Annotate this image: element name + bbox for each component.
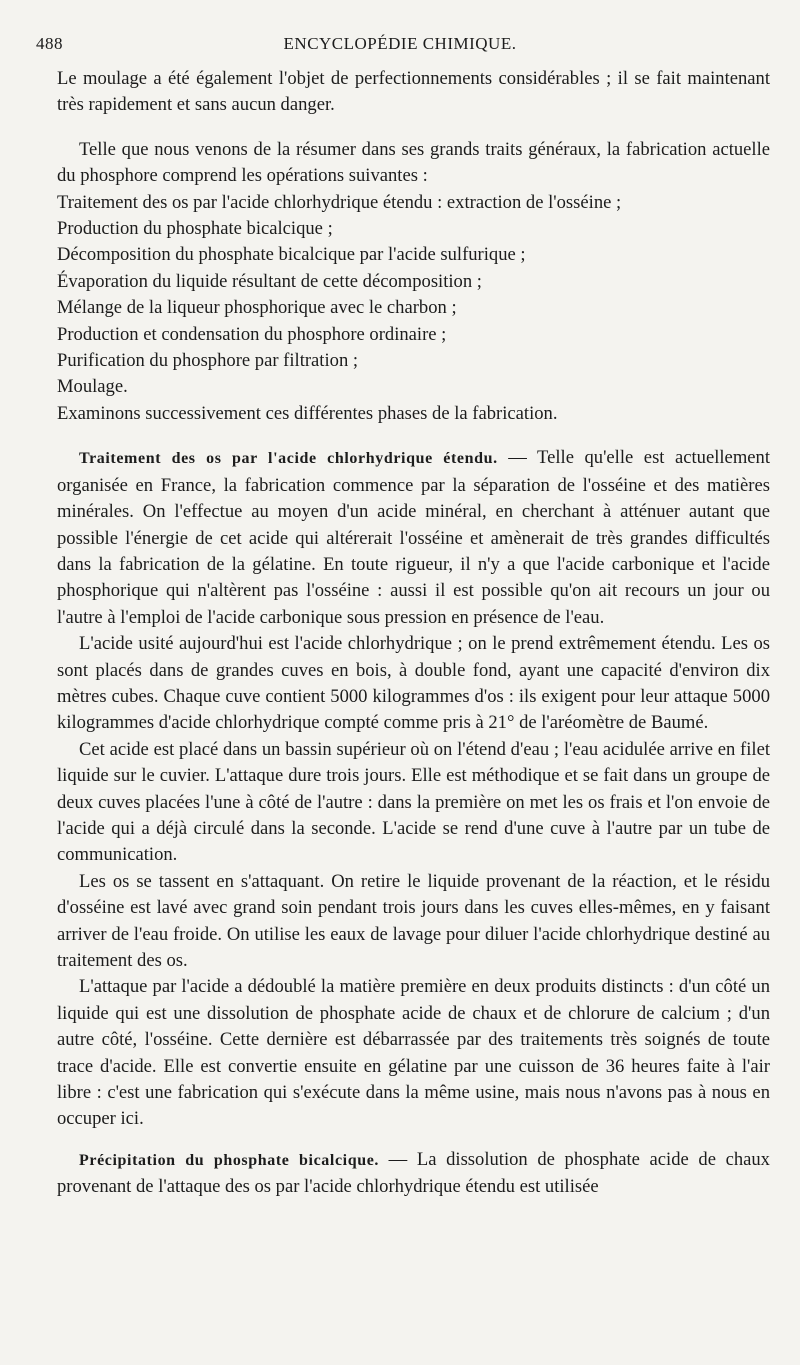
list-item: Production du phosphate bicalcique ;	[57, 218, 333, 240]
paragraph: Cet acide est placé dans un bassin supérieur où on l'étend d'eau ; l'eau acidulée arrive en filet liquide sur le cuvier. L'attaque dure trois jours. Elle est méthodique et se fait dans un groupe de deux cuves placées l'une à côté de l'autre : dans la première on met les os frais et l'on envoie de l'acide qui a déjà circulé dans la seconde. L'acide se rend d'une cuve à l'autre par un tube de communication.	[57, 738, 770, 866]
list-item: Moulage.	[57, 376, 128, 398]
paragraph: L'attaque par l'acide a dédoublé la matière première en deux produits distincts : d'un côté un liquide qui est une dissolution de phosphate acide de chaux et de chlorure de calcium ; d'un autre côté, l'osséine. Cette dernière est débarrassée par des traitements très soignés de toute trace d'acide. Elle est convertie ensuite en gélatine par une cuisson de 36 heures faite à l'air libre : c'est une fabrication qui s'exécute dans la même usine, mais nous n'avons pas à nous en occuper ici.	[57, 976, 770, 1130]
page-body	[57, 66, 770, 1201]
section-paragraph	[57, 1147, 770, 1201]
paragraph-text: — Telle qu'elle est actuellement organisée en France, la fabrication commence par la séparation de l'osséine et des matières minérales. On l'effectue au moyen d'un acide minéral, en cherchant à atténuer autant que possible l'énergie de cet acide qui altérerait l'osséine et amènerait de très grandes difficultés dans la fabrication de la gélatine. En toute rigueur, il n'y a que l'acide carbonique et l'acide phosphorique qui n'altèrent pas l'osséine : aussi il est possible qu'on ait recours un jour ou l'autre à l'emploi de l'acide carbonique sous pression en présence de l'eau.	[57, 447, 770, 628]
paragraph: Le moulage a été également l'objet de perfectionnements considérables ; il se fait maintenant très rapidement et sans aucun danger.	[57, 68, 770, 116]
paragraph: L'acide usité aujourd'hui est l'acide chlorhydrique ; on le prend extrêmement étendu. Les os sont placés dans de grandes cuves en bois, à double fond, ayant une capacité d'environ dix mètres cubes. Chaque cuve contient 5000 kilogrammes d'os : ils exigent pour leur attaque 5000 kilogrammes d'acide chlorhydrique compté comme pris à 21° de l'aréomètre de Baumé.	[57, 633, 770, 734]
list-item: Production et condensation du phosphore ordinaire ;	[57, 323, 447, 345]
list-item: Purification du phosphore par filtration ;	[57, 350, 359, 372]
paragraph: Telle que nous venons de la résumer dans ses grands traits généraux, la fabrication actuelle du phosphore comprend les opérations suivantes :	[57, 138, 770, 187]
page-header	[36, 34, 764, 58]
list-item: Décomposition du phosphate bicalcique par l'acide sulfurique ;	[57, 244, 526, 266]
section-heading: Précipitation du phosphate bicalcique.	[79, 1151, 379, 1169]
operations-list	[57, 190, 770, 428]
section-heading: Traitement des os par l'acide chlorhydrique étendu.	[79, 450, 498, 468]
page-number: 488	[36, 34, 63, 53]
list-item: Mélange de la liqueur phosphorique avec le charbon ;	[57, 297, 457, 319]
running-title: ENCYCLOPÉDIE CHIMIQUE.	[283, 34, 517, 53]
paragraph: Les os se tassent en s'attaquant. On retire le liquide provenant de la réaction, et le résidu d'osséine est lavé avec grand soin pendant trois jours dans les cuves elles-mêmes, en y faisant arriver de l'eau froide. On utilise les eaux de lavage pour diluer l'acide chlorhydrique destiné au traitement des os.	[57, 870, 770, 971]
paragraph-text: — La dissolution de phosphate acide de chaux provenant de l'attaque des os par l'acide chlorhydrique étendu est utilisée	[57, 1148, 770, 1198]
section-paragraph	[57, 445, 770, 631]
list-item: Examinons successivement ces différentes phases de la fabrication.	[57, 402, 558, 424]
list-item: Évaporation du liquide résultant de cette décomposition ;	[57, 270, 482, 292]
list-item: Traitement des os par l'acide chlorhydrique étendu : extraction de l'osséine ;	[57, 191, 622, 213]
